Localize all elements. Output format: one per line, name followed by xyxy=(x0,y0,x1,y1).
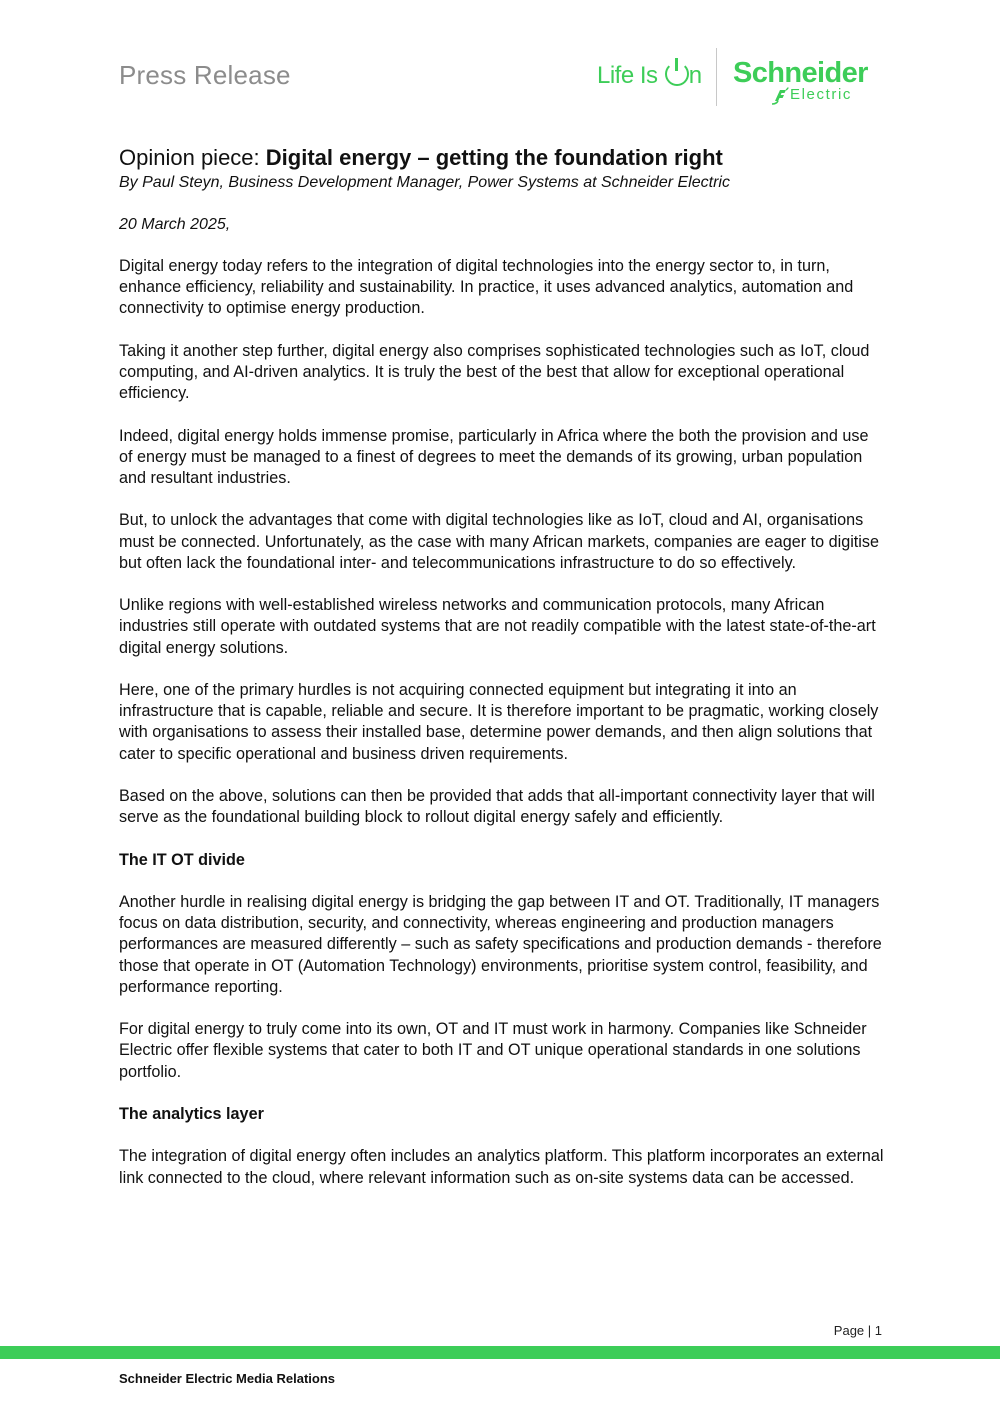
paragraph: Unlike regions with well-established wireless networks and communication protocols, many African industries still operate with outdated systems that are not readily compatible with the latest state-of-the-art digital energy solutions. xyxy=(119,596,876,657)
paragraph: Digital energy today refers to the integration of digital technologies into the energy sector to, in turn, enhance efficiency, reliability and sustainability. In practice, it uses advanced analytics, automation and connectivity to optimise energy production. xyxy=(119,257,854,318)
title-main: Digital energy – getting the foundation right xyxy=(265,145,723,170)
paragraph: But, to unlock the advantages that come with digital technologies like as IoT, cloud and AI, organisations must be connected. Unfortunately, as the case with many African markets, companies are eager to digitise but often lack the foundational inter- and telecommunications infrastructure to do so effectively. xyxy=(119,511,879,572)
paragraph: Here, one of the primary hurdles is not acquiring connected equipment but integrating it into an infrastructure that is capable, reliable and secure. It is therefore important to be pragmatic, working closely with organisations to assess their installed base, determine power demands, and then align solutions that cater to specific operational and business driven requirements. xyxy=(119,680,879,763)
section-heading: The analytics layer xyxy=(119,1104,264,1123)
brand-name-primary: Schneider xyxy=(733,57,868,89)
paragraph: The integration of digital energy often includes an analytics platform. This platform incorporates an external link connected to the cloud, where relevant information such as on-site systems data can be accessed. xyxy=(119,1147,884,1187)
paragraph: Another hurdle in realising digital energy is bridging the gap between IT and OT. Traditionally, IT managers focus on data distribution, security, and connectivity, whereas engineering and production managers performances are measured differently – such as safety specifications and production demands - therefore those that operate in OT (Automation Technology) environments, prioritise system control, feasibility, and performance reporting. xyxy=(119,892,882,996)
section-heading: The IT OT divide xyxy=(119,850,245,869)
page-number: Page | 1 xyxy=(833,1323,882,1338)
article-title xyxy=(119,144,884,172)
paragraph: Based on the above, solutions can then be provided that adds that all-important connectivity layer that will serve as the foundational building block to rollout digital energy safely and efficiently. xyxy=(119,786,875,827)
tagline-suffix: n xyxy=(688,62,702,89)
tagline-prefix: Life Is xyxy=(597,62,664,89)
power-icon xyxy=(665,62,689,86)
title-prefix: Opinion piece: xyxy=(119,145,266,170)
brand-name-secondary: Electric xyxy=(790,86,852,103)
brand-tagline xyxy=(597,62,702,90)
article-body xyxy=(119,144,884,1210)
press-release-label: Press Release xyxy=(119,60,291,90)
publication-date: 20 March 2025, xyxy=(119,216,231,233)
brand-logo xyxy=(733,58,883,108)
brand-mark-icon xyxy=(771,87,789,105)
footer-green-bar xyxy=(0,1346,1000,1359)
author-byline: By Paul Steyn, Business Development Manager, Power Systems at Schneider Electric xyxy=(119,174,730,191)
footer-media-relations: Schneider Electric Media Relations xyxy=(119,1371,336,1386)
header-divider xyxy=(716,48,717,106)
paragraph: Indeed, digital energy holds immense promise, particularly in Africa where the both the provision and use of energy must be managed to a finest of degrees to meet the demands of its growing, urban population and resultant industries. xyxy=(119,426,869,487)
paragraph: Taking it another step further, digital energy also comprises sophisticated technologies such as IoT, cloud computing, and AI-driven analytics. It is truly the best of the best that allow for exceptional operational efficiency. xyxy=(119,341,870,403)
paragraph: For digital energy to truly come into its own, OT and IT must work in harmony. Companies like Schneider Electric offer flexible systems that cater to both IT and OT unique operational standards in one solutions portfolio. xyxy=(119,1020,867,1081)
